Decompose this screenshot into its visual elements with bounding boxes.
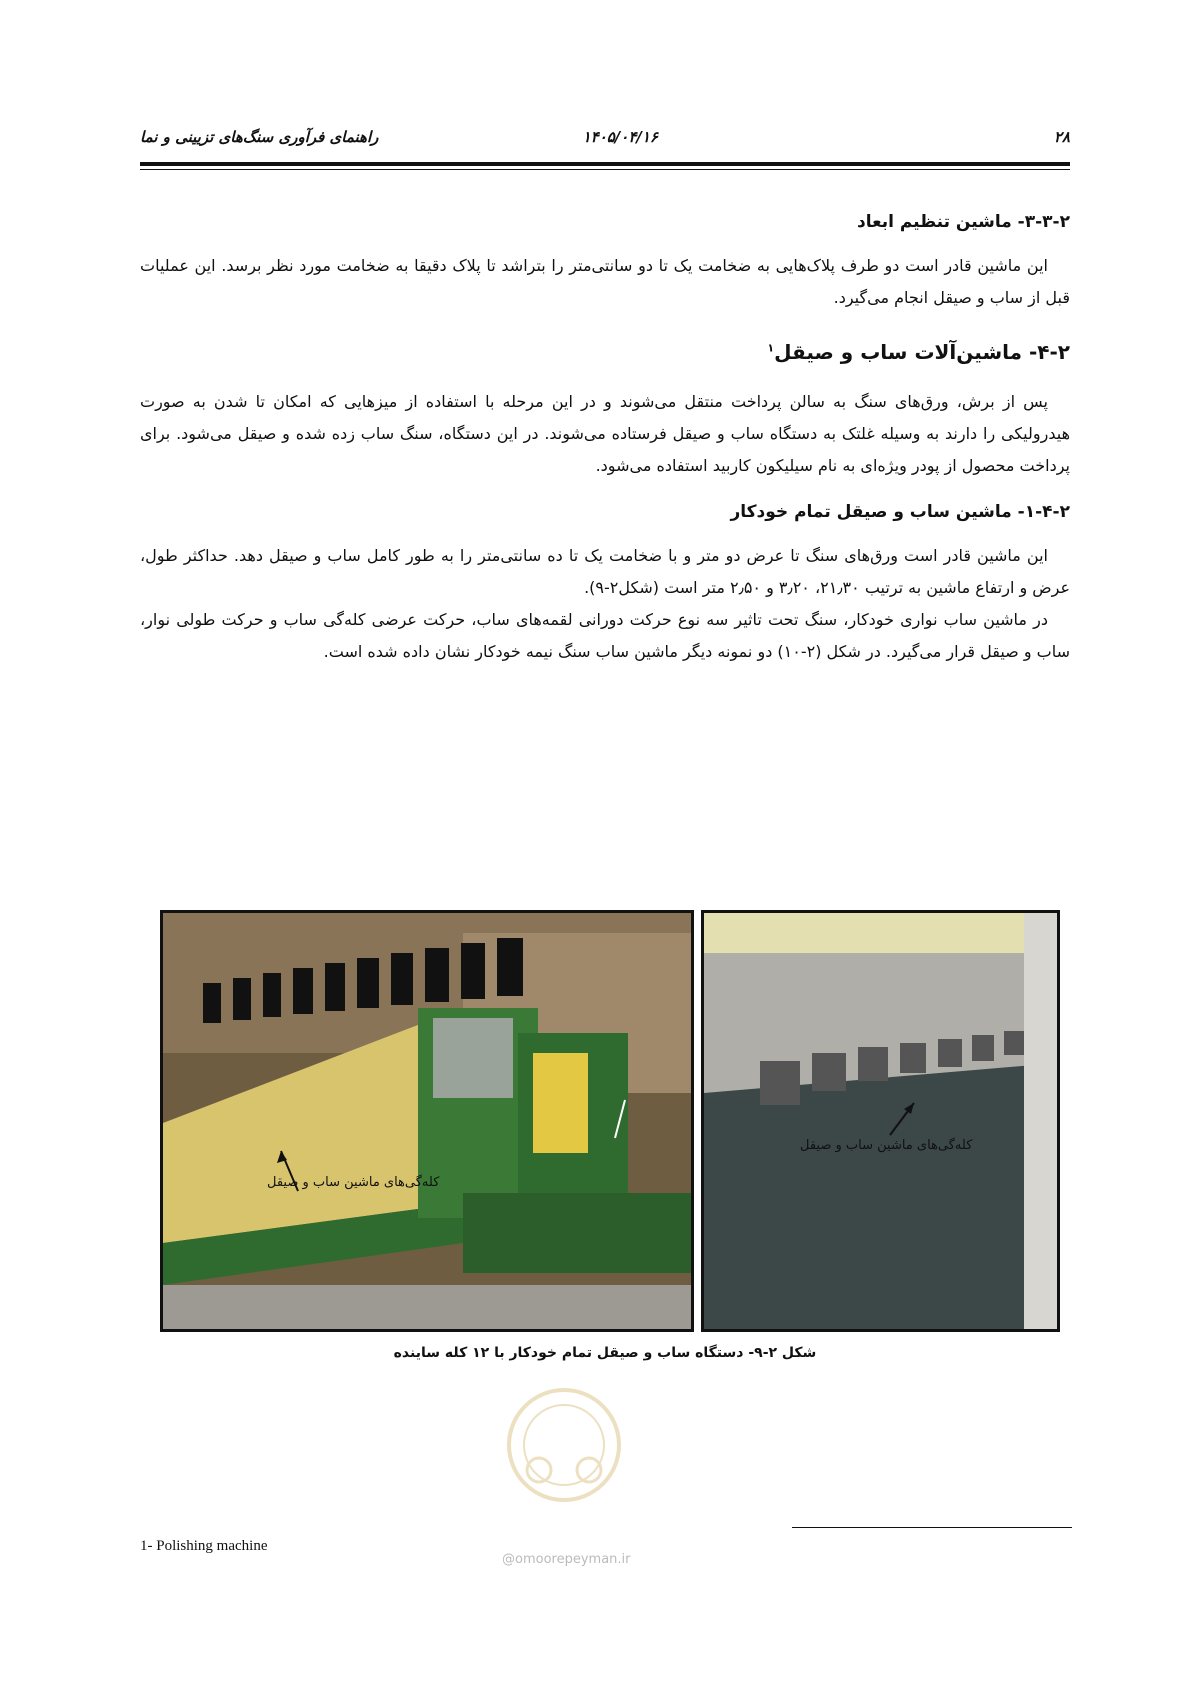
section-heading-polishing-machines: ۴-۲- ماشین‌آلات ساب و صیقل$^۱$ bbox=[767, 340, 1070, 364]
watermark-url: @omoorepeyman.ir bbox=[502, 1552, 631, 1567]
footnote-rule bbox=[792, 1527, 1072, 1528]
running-header bbox=[140, 128, 1070, 158]
figure-2-9 bbox=[160, 910, 1060, 1332]
machine-line-illustration bbox=[163, 913, 691, 1329]
body-text bbox=[140, 212, 1070, 668]
paragraph-automatic-polisher-2: در ماشین ساب نواری خودکار، سنگ تحت تاثیر سه نوع حرکت دورانی لقمه‌های ساب، حرکت عرضی کله‌گی ساب و حرکت طولی نوار، ساب و صیقل قرار می‌گیرد. در شکل (۲-۱۰) دو نمونه دیگر ماشین ساب سنگ نیمه خودکار نشان داده شده است. bbox=[140, 610, 1070, 661]
footnote: 1- Polishing machine bbox=[140, 1538, 268, 1554]
photo-polishing-machine-line bbox=[160, 910, 694, 1332]
book-title: راهنمای فرآوری سنگ‌های تزیینی و نما bbox=[140, 128, 379, 146]
header-rule-thin bbox=[140, 169, 1070, 170]
watermark-seal-icon bbox=[494, 1380, 634, 1510]
paragraph-polishing-machines: پس از برش، ورق‌های سنگ به سالن پرداخت منتقل می‌شوند و در این مرحله با استفاده از میزهایی که امکان تا شدن به صورت هیدرولیکی را دارند به وسیله غلتک به دستگاه ساب و صیقل فرستاده می‌شوند. در این دستگاه، سنگ ساب زده شده و صیقل می‌شود. برای پرداخت محصول از پودر ویژه‌ای به نام سیلیکون کاربید استفاده می‌شود. bbox=[140, 392, 1070, 475]
header-rule-thick bbox=[140, 162, 1070, 166]
photo-polishing-heads bbox=[701, 910, 1060, 1332]
page-number: ۲۸ bbox=[1053, 128, 1070, 146]
callout-right: کله‌گی‌های ماشین ساب و صیقل bbox=[800, 1138, 973, 1153]
callout-left: کله‌گی‌های ماشین ساب و صیقل bbox=[267, 1175, 440, 1190]
figure-caption: شکل ۲-۹- دستگاه ساب و صیقل تمام خودکار با ۱۲ کله ساینده bbox=[393, 1345, 817, 1361]
section-heading-dimension-machine: ۳-۳-۲- ماشین تنظیم ابعاد bbox=[857, 212, 1070, 232]
footnote-mark: ۱ bbox=[767, 341, 775, 355]
polishing-heads-illustration bbox=[704, 913, 1057, 1329]
paragraph-automatic-polisher-1: این ماشین قادر است ورق‌های سنگ تا عرض دو متر و با ضخامت یک تا ده سانتی‌متر را به طور کامل ساب و صیقل دهد. حداکثر طول، عرض و ارتفاع ماشین به ترتیب ۲۱٫۳۰، ۳٫۲۰ و ۲٫۵۰ متر است (شکل۲-۹). bbox=[140, 546, 1070, 597]
paragraph-dimension-machine: این ماشین قادر است دو طرف پلاک‌هایی به ضخامت یک تا دو سانتی‌متر را بتراشد تا پلاک دقیقا به ضخامت مورد نظر برسد. این عملیات قبل از ساب و صیقل انجام می‌گیرد. bbox=[140, 256, 1070, 307]
header-date: ۱۴۰۵/۰۴/۱۶ bbox=[582, 128, 658, 146]
section-heading-automatic-polisher: ۱-۴-۲- ماشین ساب و صیقل تمام خودکار bbox=[730, 502, 1070, 522]
